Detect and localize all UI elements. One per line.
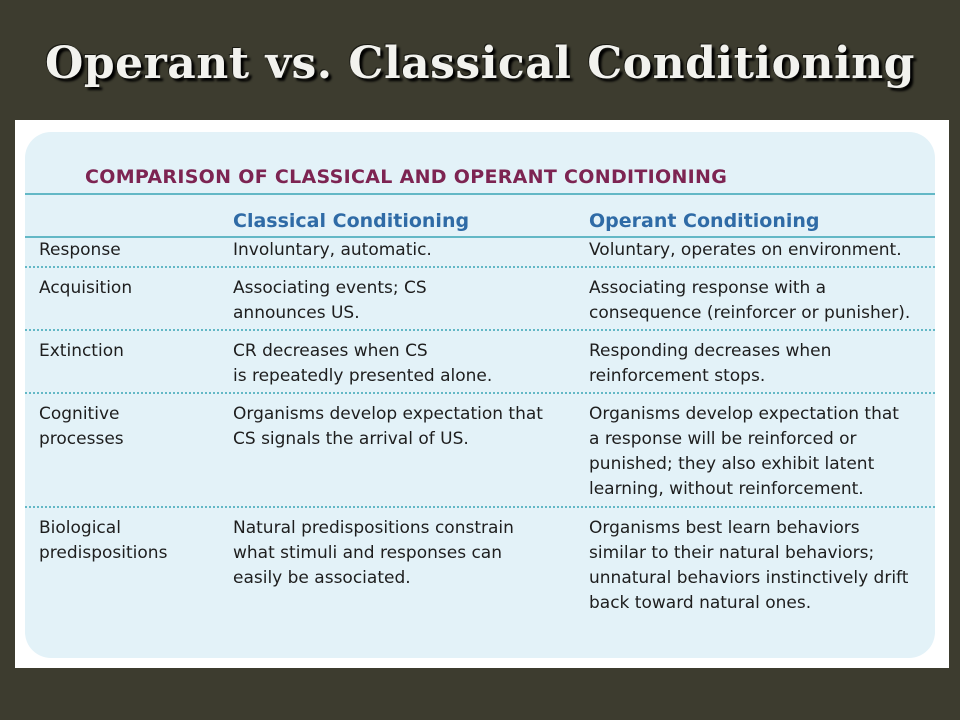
- row-label-extinction: Extinction: [39, 341, 124, 361]
- cell-operant-extinction: Responding decreases when reinforcement stops.: [589, 341, 832, 386]
- cell-classical-extinction: CR decreases when CS is repeatedly presented alone.: [233, 341, 493, 386]
- comparison-table: [25, 132, 935, 658]
- cell-operant-biological-predispositions: Organisms best learn behaviors similar to their natural behaviors; unnatural behaviors instinctively drift back toward natural ones.: [589, 518, 909, 613]
- row-label-biological-predispositions: Biological predispositions: [39, 518, 168, 563]
- cell-operant-response: Voluntary, operates on environment.: [589, 240, 902, 260]
- column-header-operant: Operant Conditioning: [589, 210, 820, 232]
- slide-title: Operant vs. Classical Conditioning: [45, 38, 915, 89]
- table-heading: COMPARISON OF CLASSICAL AND OPERANT CONDITIONING: [85, 166, 728, 188]
- column-header-classical: Classical Conditioning: [233, 210, 470, 232]
- row-label-cognitive-processes: Cognitive processes: [39, 404, 124, 449]
- cell-classical-cognitive-processes: Organisms develop expectation that CS signals the arrival of US.: [233, 404, 543, 449]
- cell-classical-biological-predispositions: Natural predispositions constrain what stimuli and responses can easily be associated.: [233, 518, 514, 588]
- cell-classical-response: Involuntary, automatic.: [233, 240, 432, 260]
- cell-operant-cognitive-processes: Organisms develop expectation that a response will be reinforced or punished; they also exhibit latent learning, without reinforcement.: [589, 404, 899, 499]
- comparison-figure: [15, 120, 949, 668]
- row-divider: [25, 266, 935, 268]
- cell-classical-acquisition: Associating events; CS announces US.: [233, 278, 427, 323]
- row-divider: [25, 506, 935, 508]
- heading-divider: [25, 193, 935, 195]
- row-label-response: Response: [39, 240, 121, 260]
- row-divider: [25, 329, 935, 331]
- cell-operant-acquisition: Associating response with a consequence (reinforcer or punisher).: [589, 278, 911, 323]
- row-label-acquisition: Acquisition: [39, 278, 133, 298]
- row-divider: [25, 392, 935, 394]
